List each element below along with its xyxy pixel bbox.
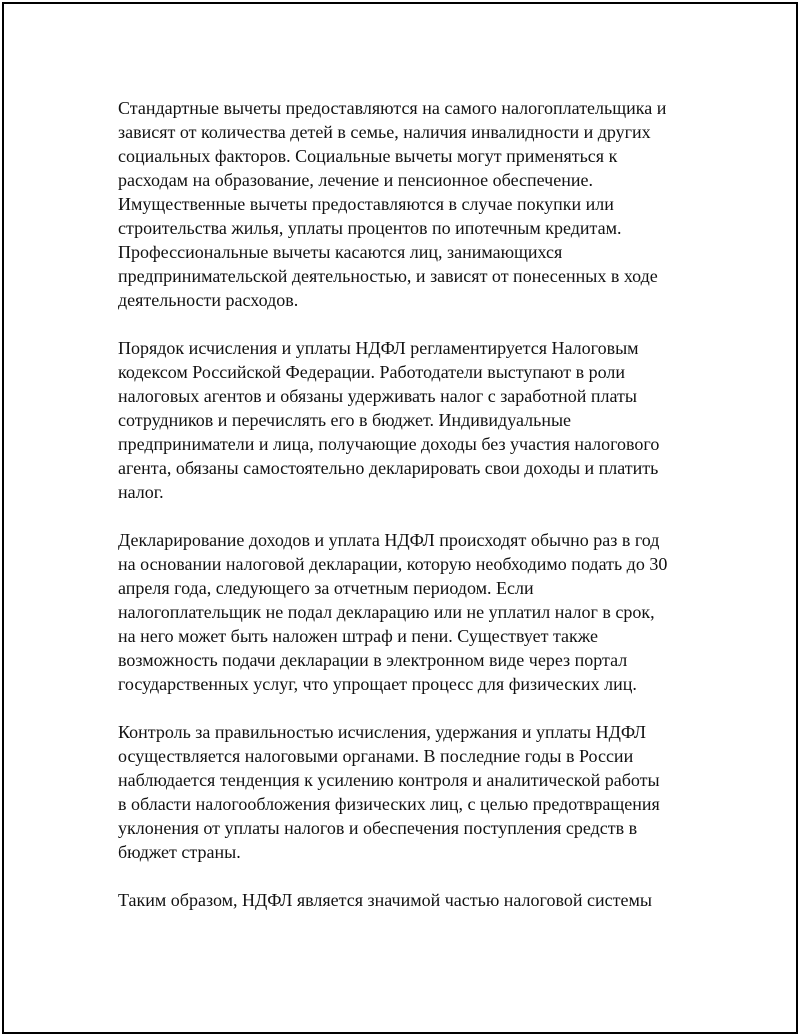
text-line: возможность подачи декларации в электронном виде через портал: [118, 650, 628, 670]
paragraph-calculation-procedure: [118, 336, 688, 504]
text-line: расходам на образование, лечение и пенсионное обеспечение.: [118, 170, 593, 190]
text-line: налогоплательщик не подал декларацию или не уплатил налог в срок,: [118, 602, 655, 622]
text-line: предпринимательской деятельностью, и зависят от понесенных в ходе: [118, 266, 658, 286]
text-line: предприниматели и лица, получающие доходы без участия налогового: [118, 434, 660, 454]
text-line: Порядок исчисления и уплаты НДФЛ регламентируется Налоговым: [118, 338, 639, 358]
text-line: осуществляется налоговыми органами. В последние годы в России: [118, 746, 634, 766]
text-line: налог.: [118, 482, 164, 502]
text-line: сотрудников и перечислять его в бюджет. Индивидуальные: [118, 410, 572, 430]
text-line: на основании налоговой декларации, которую необходимо подать до 30: [118, 554, 668, 574]
paragraph-deductions: [118, 96, 688, 312]
text-line: Профессиональные вычеты касаются лиц, занимающихся: [118, 242, 563, 262]
text-line: уклонения от уплаты налогов и обеспечения поступления средств в: [118, 818, 638, 838]
text-line: апреля года, следующего за отчетным периодом. Если: [118, 578, 534, 598]
document-body: [118, 96, 688, 936]
text-line: наблюдается тенденция к усилению контроля и аналитической работы: [118, 770, 660, 790]
text-line: строительства жилья, уплаты процентов по ипотечным кредитам.: [118, 218, 622, 238]
text-line: Контроль за правильностью исчисления, удержания и уплаты НДФЛ: [118, 722, 646, 742]
text-line: социальных факторов. Социальные вычеты могут применяться к: [118, 146, 618, 166]
text-line: кодексом Российской Федерации. Работодатели выступают в роли: [118, 362, 625, 382]
text-line: агента, обязаны самостоятельно декларировать свои доходы и платить: [118, 458, 659, 478]
text-line: на него может быть наложен штраф и пени. Существует также: [118, 626, 598, 646]
text-line: Декларирование доходов и уплата НДФЛ происходят обычно раз в год: [118, 530, 660, 550]
text-line: зависят от количества детей в семье, наличия инвалидности и других: [118, 122, 651, 142]
text-line: деятельности расходов.: [118, 290, 299, 310]
text-line: государственных услуг, что упрощает процесс для физических лиц.: [118, 674, 637, 694]
paragraph-conclusion: [118, 888, 688, 912]
text-line: в области налогообложения физических лиц, с целью предотвращения: [118, 794, 660, 814]
text-line: бюджет страны.: [118, 842, 241, 862]
text-line: Стандартные вычеты предоставляются на самого налогоплательщика и: [118, 98, 667, 118]
text-line: налоговых агентов и обязаны удерживать налог с заработной платы: [118, 386, 637, 406]
text-line: Имущественные вычеты предоставляются в случае покупки или: [118, 194, 614, 214]
text-line: Таким образом, НДФЛ является значимой частью налоговой системы: [118, 890, 652, 910]
paragraph-tax-control: [118, 720, 688, 864]
paragraph-declaration: [118, 528, 688, 696]
